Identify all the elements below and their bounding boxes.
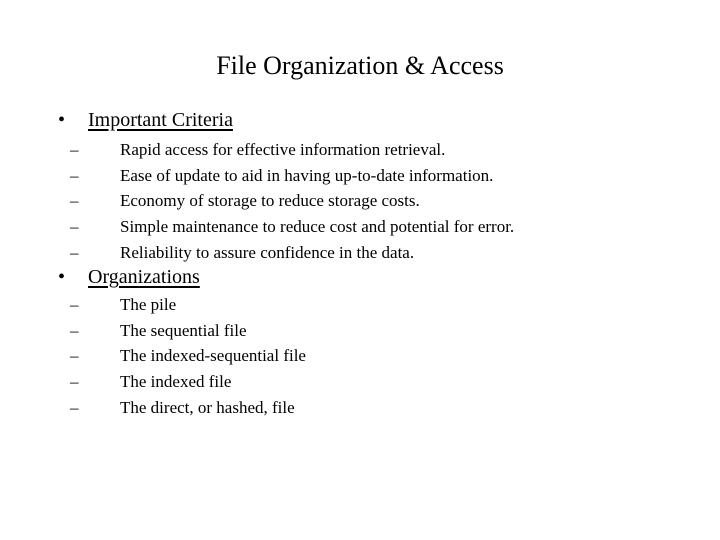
section-heading-row [58,263,698,291]
list-item [58,188,698,214]
list-item [58,343,698,369]
list-item [58,137,698,163]
list-item [58,240,698,266]
list-item-text: The pile [120,295,177,314]
dash-icon: – [70,140,79,159]
dash-icon: – [70,217,79,237]
list-item [58,395,698,421]
list-item-text: The indexed file [120,372,232,392]
dash-icon: – [70,165,79,185]
dash-icon: – [70,372,79,392]
slide-title: File Organization & Access [216,51,504,80]
bullet-icon: • [58,266,66,288]
list-item-text: The indexed-sequential file [120,346,306,366]
dash-icon: – [70,191,79,211]
criteria-list [58,137,698,265]
list-item [58,292,698,318]
list-item [58,318,698,344]
dash-icon: – [70,320,79,340]
list-item [58,163,698,189]
list-item-text: Reliability to assure confidence in the data. [120,242,415,262]
list-item-text: The sequential file [120,320,247,340]
dash-icon: – [70,346,79,366]
dash-icon: – [70,242,79,262]
section-heading: Important Criteria [88,109,233,131]
section-important-criteria [58,106,698,265]
section-organizations [58,263,698,420]
list-item-text: Ease of update to aid in having up-to-date information. [120,165,494,185]
section-heading-row [58,106,698,134]
bullet-icon: • [58,109,66,131]
list-item-text: The direct, or hashed, file [120,397,295,417]
list-item [58,369,698,395]
list-item-text: Economy of storage to reduce storage costs. [120,191,420,211]
organizations-list [58,292,698,420]
list-item [58,214,698,240]
list-item-text: Rapid access for effective information retrieval. [120,140,446,159]
section-heading: Organizations [88,266,200,288]
list-item-text: Simple maintenance to reduce cost and potential for error. [120,217,515,237]
dash-icon: – [70,397,79,417]
dash-icon: – [70,295,79,314]
